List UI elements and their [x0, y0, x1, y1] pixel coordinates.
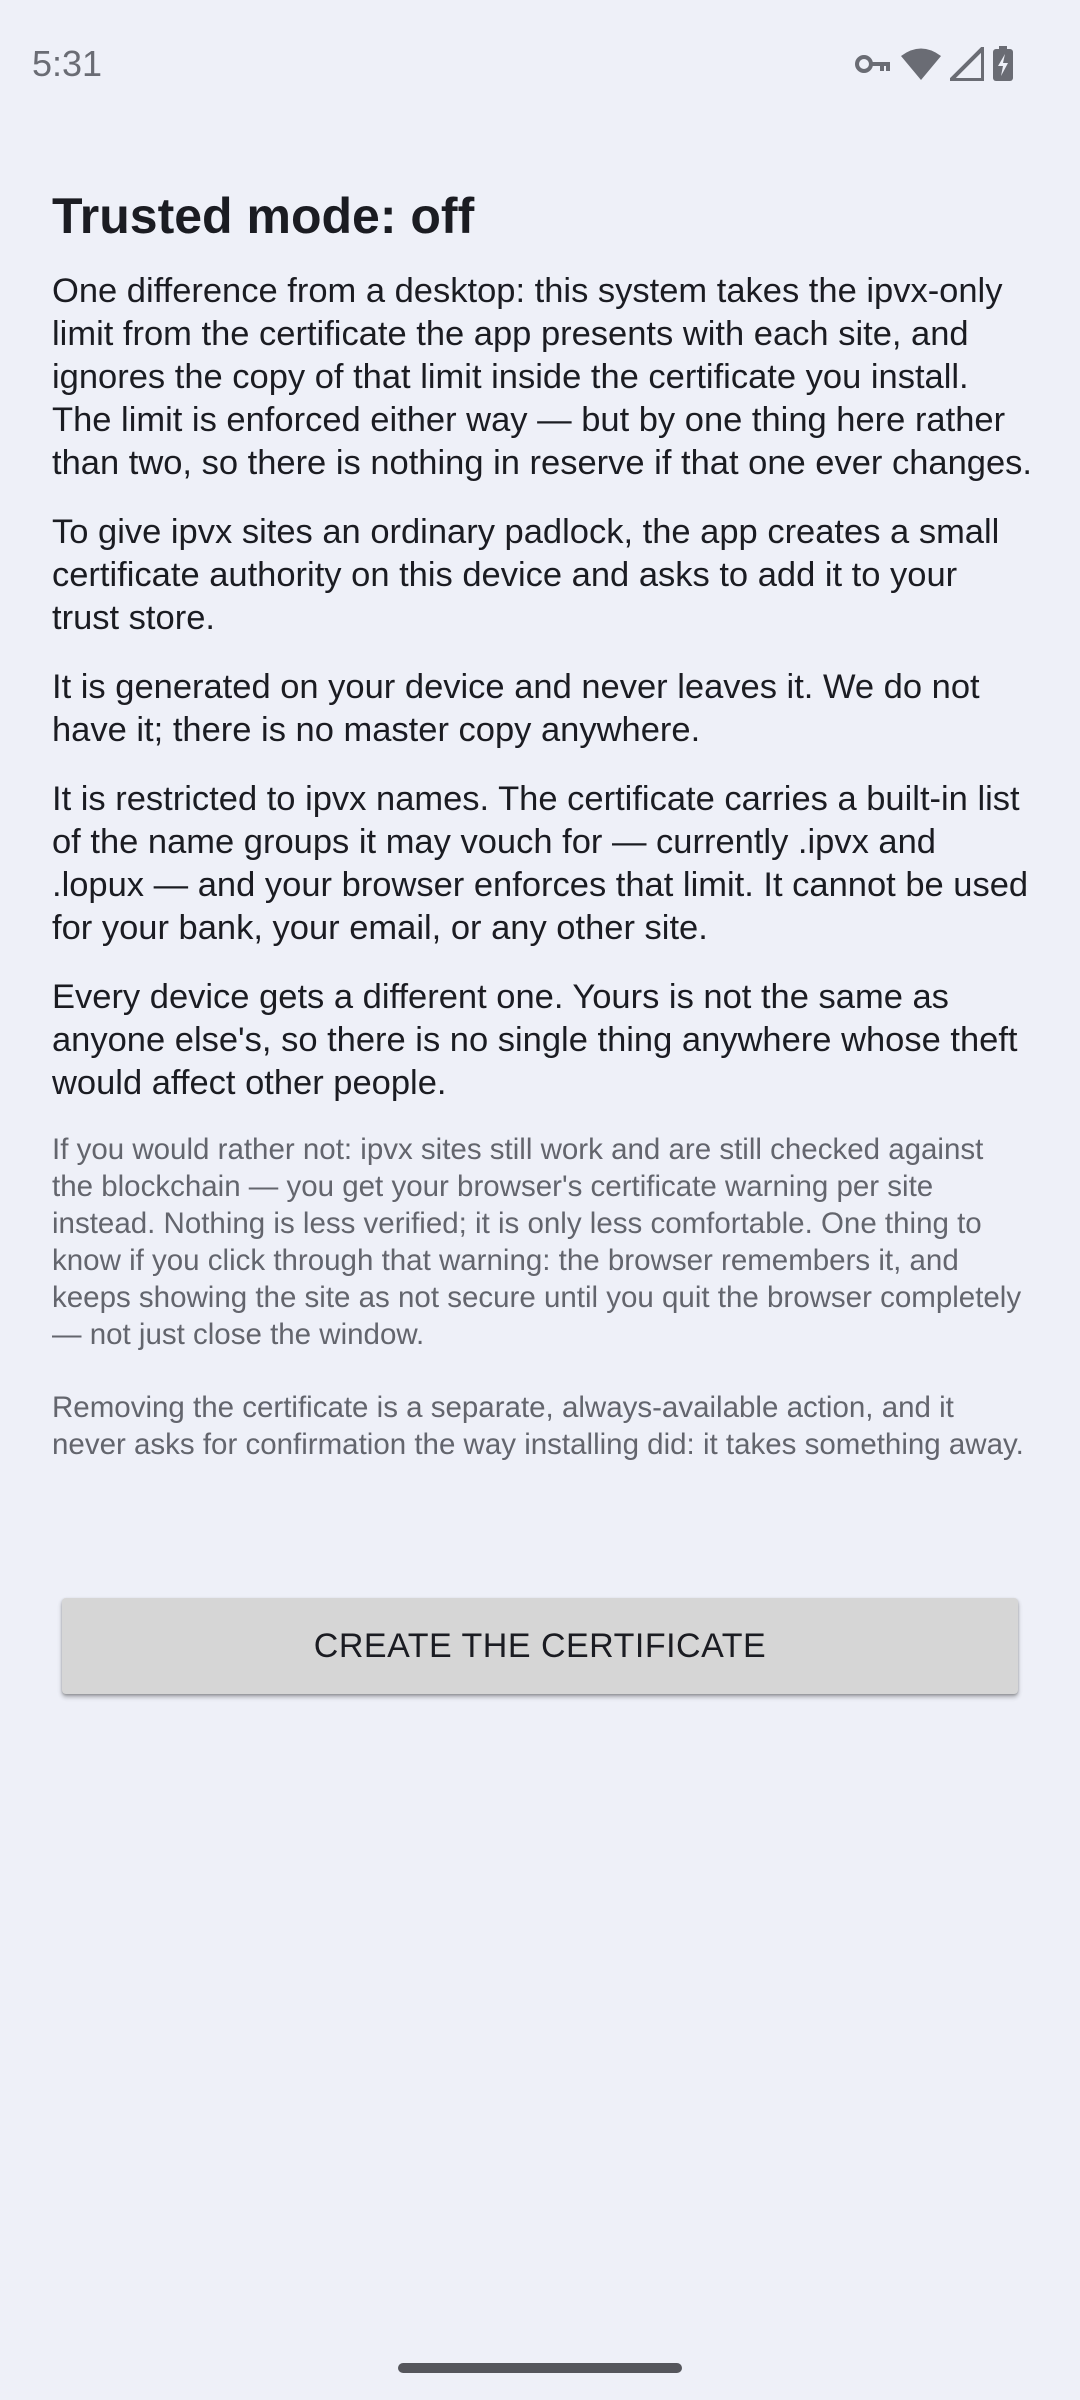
- status-icons: [846, 44, 1014, 84]
- wifi-icon: [900, 47, 942, 81]
- trusted-mode-content: [52, 180, 1032, 1499]
- opt-out-note: If you would rather not: ipvx sites still work and are still checked against the blockchain — you get your browser's certificate warning per site instead. Nothing is less verified; it is only less comfortable. One thing to know if you click through that warning: the browser remembers it, and keeps showing the site as not secure until you quit the browser completely — not just close the window.: [52, 1133, 1022, 1351]
- create-certificate-button[interactable]: CREATE THE CERTIFICATE: [62, 1598, 1018, 1694]
- status-bar: [0, 0, 1080, 128]
- home-indicator[interactable]: [398, 2363, 682, 2373]
- padlock-paragraph: To give ipvx sites an ordinary padlock, the app creates a small certificate authority on this device and asks to add it to your trust store.: [52, 513, 1000, 637]
- battery-charging-icon: [992, 46, 1014, 82]
- removal-note: Removing the certificate is a separate, always-available action, and it never asks for confirmation the way installing did: it takes something away.: [52, 1391, 1024, 1461]
- desktop-difference-paragraph: One difference from a desktop: this system takes the ipvx-only limit from the certificate the app presents with each site, and ignores the copy of that limit inside the certificate you install. The limit is enforced either way — but by one thing here rather than two, so there is nothing in reserve if that one ever changes.: [52, 272, 1032, 482]
- vpn-key-icon: [854, 53, 892, 75]
- unique-per-device-paragraph: Every device gets a different one. Yours is not the same as anyone else's, so there is no single thing anywhere whose theft would affect other people.: [52, 978, 1018, 1102]
- cell-signal-icon: [950, 47, 984, 81]
- page-title: Trusted mode: off: [52, 188, 475, 244]
- generated-on-device-paragraph: It is generated on your device and never leaves it. We do not have it; there is no master copy anywhere.: [52, 668, 980, 749]
- restricted-names-paragraph: It is restricted to ipvx names. The certificate carries a built-in list of the name groups it may vouch for — currently .ipvx and .lopux — and your browser enforces that limit. It cannot be used for your bank, your email, or any other site.: [52, 780, 1029, 947]
- status-time: 5:31: [32, 43, 103, 84]
